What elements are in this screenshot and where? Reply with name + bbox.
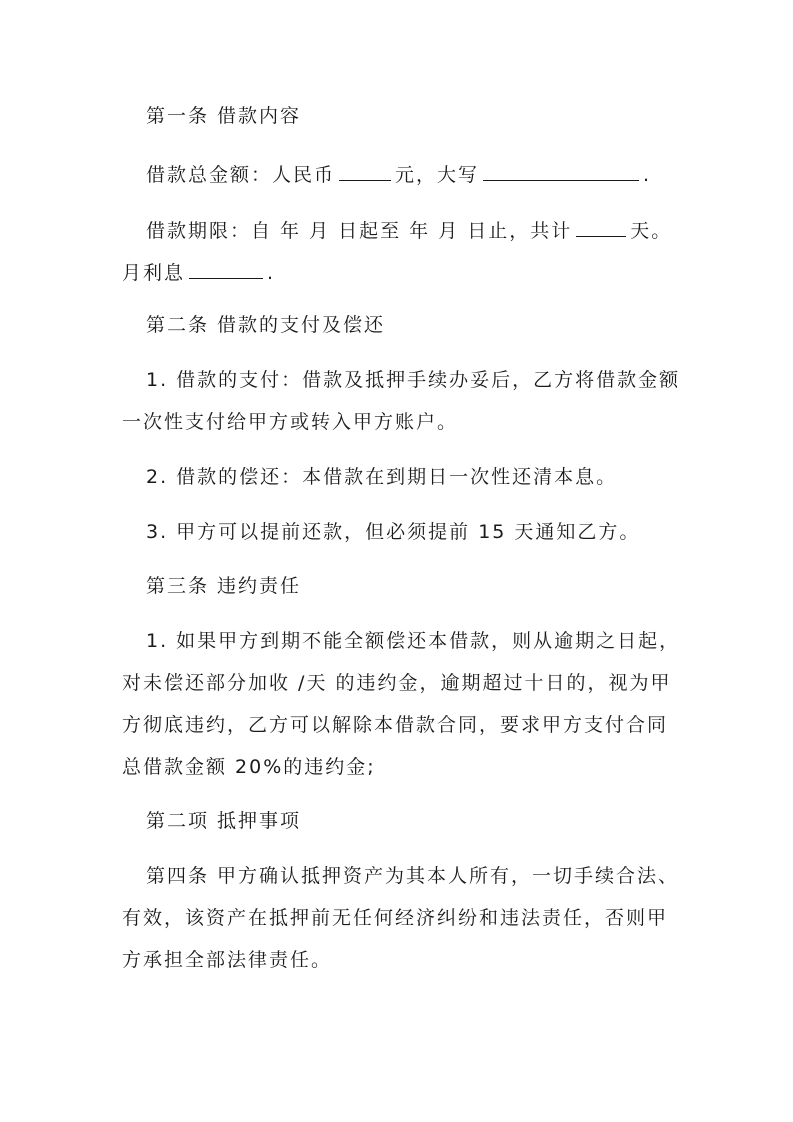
term-text: 借款期限：自 年 月 日起至 年 月 日止，共计 — [146, 220, 573, 242]
interest-end: . — [267, 262, 276, 284]
article2-item2: 2. 借款的偿还：本借款在到期日一次性还清本息。 — [146, 466, 618, 488]
interest-label: 月利息 — [122, 262, 186, 284]
amount-prefix: 借款总金额：人民币 — [146, 164, 336, 186]
article3-heading: 第三条 违约责任 — [146, 575, 302, 597]
amount-blank — [339, 160, 391, 181]
amount-end: . — [643, 164, 652, 186]
article2-item1-line1: 1. 借款的支付：借款及抵押手续办妥后，乙方将借款金额 — [146, 369, 681, 391]
term-end: 天。 — [630, 220, 673, 242]
amount-mid: 元，大写 — [395, 164, 480, 186]
days-blank — [576, 216, 626, 237]
amount-daxie-blank — [483, 160, 639, 181]
loan-amount-line — [122, 160, 682, 187]
article3-line1: 1. 如果甲方到期不能全额偿还本借款，则从逾期之日起， — [146, 630, 681, 652]
article4-line1: 第四条 甲方确认抵押资产为其本人所有，一切手续合法、 — [146, 865, 680, 887]
article1-heading: 第一条 借款内容 — [146, 105, 302, 127]
article3-line4: 总借款金额 20%的违约金; — [122, 756, 376, 778]
article3-line2: 对未偿还部分加收 /天 的违约金，逾期超过十日的，视为甲 — [122, 672, 672, 694]
loan-term-line — [122, 216, 682, 243]
article4-line2: 有效，该资产在抵押前无任何经济纠纷和违法责任，否则甲 — [122, 907, 669, 929]
article3-line3: 方彻底违约，乙方可以解除本借款合同，要求甲方支付合同 — [122, 714, 669, 736]
interest-blank — [189, 258, 263, 279]
article2-item3: 3. 甲方可以提前还款，但必须提前 15 天通知乙方。 — [146, 521, 641, 543]
article2-heading: 第二条 借款的支付及偿还 — [146, 314, 386, 336]
section2-heading: 第二项 抵押事项 — [146, 810, 302, 832]
article4-line3: 方承担全部法律责任。 — [122, 949, 333, 971]
interest-line — [122, 258, 682, 285]
article2-item1-line2: 一次性支付给甲方或转入甲方账户。 — [122, 411, 459, 433]
